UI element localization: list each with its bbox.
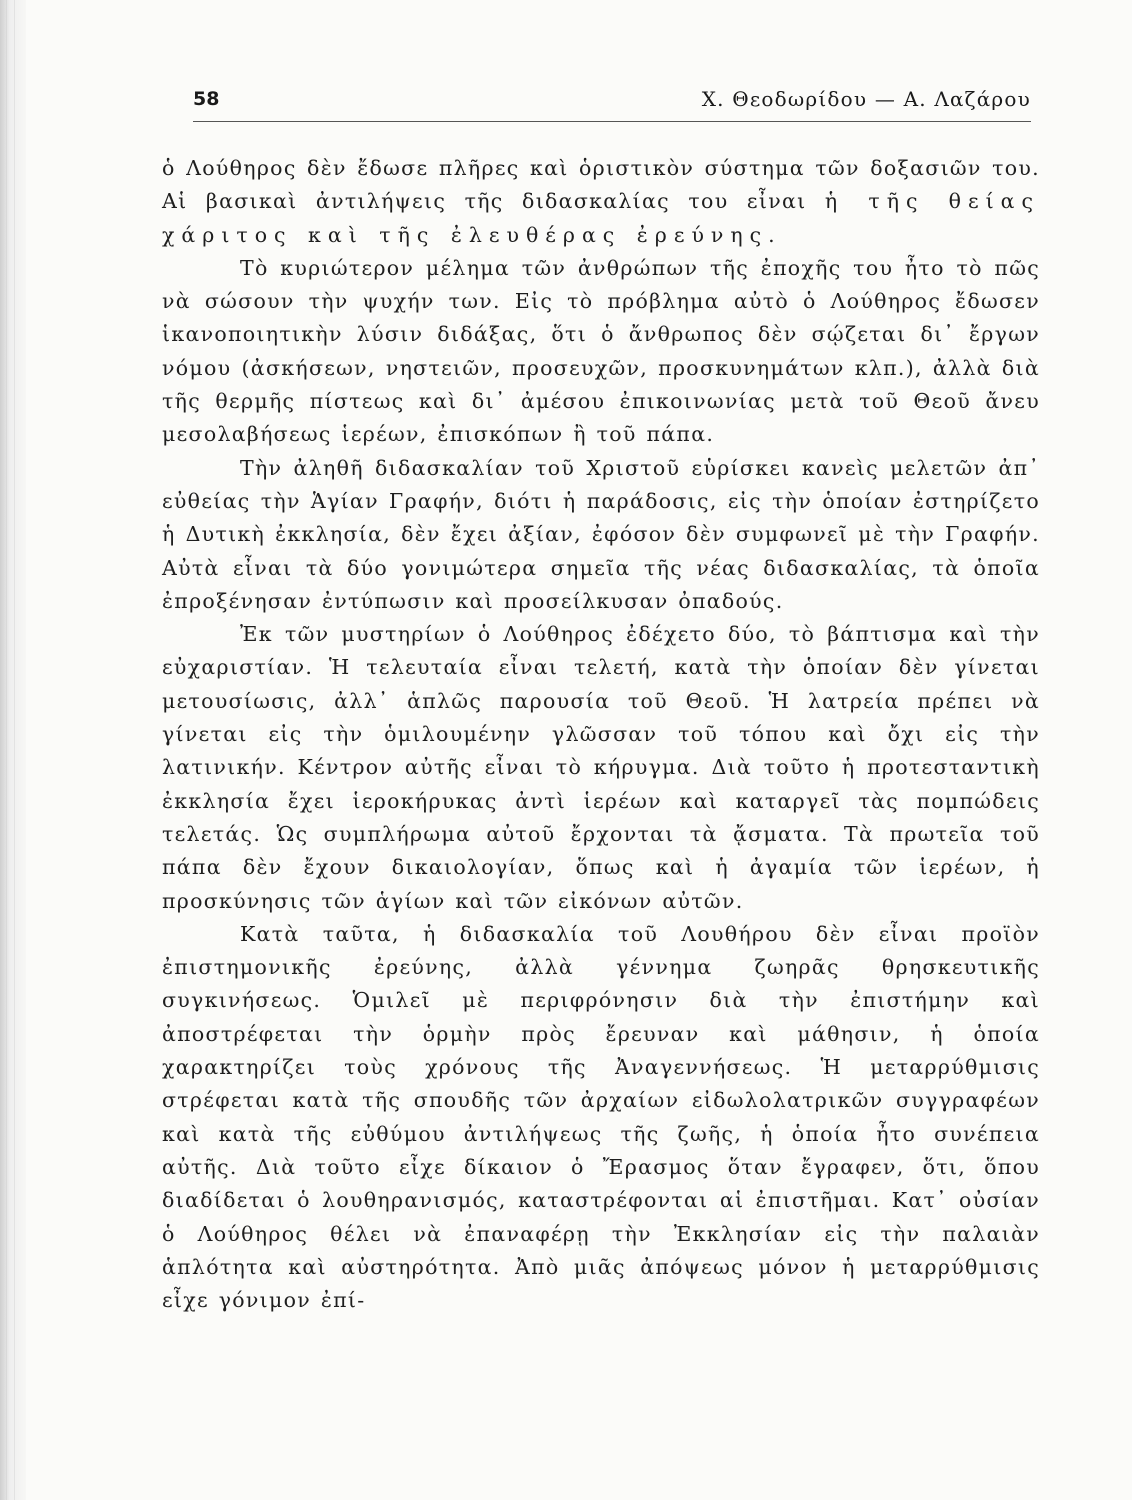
- paragraph-1-end: .: [768, 222, 776, 247]
- paragraph-4: Ἐκ τῶν μυστηρίων ὁ Λούθηρος ἐδέχετο δύο, τὸ βάπτισμα καὶ τὴν εὐχαριστίαν. Ἡ τελευταία εἶναι τελετή, κατὰ τὴν ὁποίαν δὲν γίνεται μετουσίωσις, ἀλλ᾽ ἁπλῶς παρουσία τοῦ Θεοῦ. Ἡ λατρεία πρέπει νὰ γίνεται εἰς τὴν ὁμιλουμένην γλῶσσαν τοῦ τόπου καὶ ὄχι εἰς τὴν λατινικήν. Κέντρον αὐτῆς εἶναι τὸ κήρυγμα. Διὰ τοῦτο ἡ προτεσταντικὴ ἐκκλησία ἔχει ἱεροκήρυκας ἀντὶ ἱερέων καὶ καταργεῖ τὰς πομπώδεις τελετάς. Ὡς συμπλήρωμα αὐτοῦ ἔρχονται τὰ ᾄσματα. Τὰ πρωτεῖα τοῦ πάπα δὲν ἔχουν δικαιολογίαν, ὅπως καὶ ἡ ἀγαμία τῶν ἱερέων, ἡ προσκύνησις τῶν ἁγίων καὶ τῶν εἰκόνων αὐτῶν.: [162, 622, 1040, 913]
- paragraph-3: Τὴν ἀληθῆ διδασκαλίαν τοῦ Χριστοῦ εὑρίσκει κανεὶς μελετῶν ἀπ᾽ εὐθείας τὴν Ἁγίαν Γραφήν, διότι ἡ παράδοσις, εἰς τὴν ὁποίαν ἐστηρίζετο ἡ Δυτικὴ ἐκκλησία, δὲν ἔχει ἀξίαν, ἐφόσον δὲν συμφωνεῖ μὲ τὴν Γραφήν. Αὐτὰ εἶναι τὰ δύο γονιμώτερα σημεῖα τῆς νέας διδασκαλίας, τὰ ὁποῖα ἐπροξένησαν ἐντύπωσιν καὶ προσείλκυσαν ὀπαδούς.: [162, 455, 1040, 613]
- paragraph-5: Κατὰ ταῦτα, ἡ διδασκαλία τοῦ Λουθήρου δὲν εἶναι προϊὸν ἐπιστημονικῆς ἐρεύνης, ἀλλὰ γέννημα ζωηρᾶς θρησκευτικῆς συγκινήσεως. Ὁμιλεῖ μὲ περιφρόνησιν διὰ τὴν ἐπιστήμην καὶ ἀποστρέφεται τὴν ὁρμὴν πρὸς ἔρευναν καὶ μάθησιν, ἡ ὁποία χαρακτηρίζει τοὺς χρόνους τῆς Ἀναγεννήσεως. Ἡ μεταρρύθμισις στρέφεται κατὰ τῆς σπουδῆς τῶν ἀρχαίων εἰδωλολατρικῶν συγγραφέων καὶ κατὰ τῆς εὐθύμου ἀντιλήψεως τῆς ζωῆς, ἡ ὁποία ἦτο συνέπεια αὐτῆς. Διὰ τοῦτο εἶχε δίκαιον ὁ Ἔρασμος ὅταν ἔγραφεν, ὅτι, ὅπου διαδίδεται ὁ λουθηρανισμός, καταστρέφονται αἱ ἐπιστῆμαι. Κατ᾽ οὐσίαν ὁ Λούθηρος θέλει νὰ ἐπαναφέρῃ τὴν Ἐκκλησίαν εἰς τὴν παλαιὰν ἁπλότητα καὶ αὐστηρότητα. Ἀπὸ μιᾶς ἀπόψεως μόνον ἡ μεταρρύθμισις εἶχε γόνιμον ἐπί-: [162, 921, 1040, 1313]
- page-stack-edge: [0, 0, 26, 1500]
- page-header: [193, 84, 1031, 118]
- paragraph-1: [162, 152, 1040, 252]
- page-number: 58: [193, 88, 220, 110]
- body-text: [162, 152, 1040, 1317]
- paragraph-1-text: ὁ Λούθηρος δὲν ἔδωσε πλῆρες καὶ ὁριστικὸν σύστημα τῶν δοξασιῶν του. Αἱ βασικαὶ ἀντιλήψεις τῆς διδασκαλίας του εἶναι: [162, 156, 1040, 214]
- paragraph-2: Τὸ κυριώτερον μέλημα τῶν ἀνθρώπων τῆς ἐποχῆς του ἦτο τὸ πῶς νὰ σώσουν τὴν ψυχήν των. Εἰς τὸ πρόβλημα αὐτὸ ὁ Λούθηρος ἔδωσεν ἱκανοποιητικὴν λύσιν διδάξας, ὅτι ὁ ἄνθρωπος δὲν σῴζεται δι᾽ ἔργων νόμου (ἀσκήσεων, νηστειῶν, προσευχῶν, προσκυνημάτων κλπ.), ἀλλὰ διὰ τῆς θερμῆς πίστεως καὶ δι᾽ ἀμέσου ἐπικοινωνίας μετὰ τοῦ Θεοῦ ἄνευ μεσολαβήσεως ἱερέων, ἐπισκόπων ἢ τοῦ πάπα.: [162, 255, 1040, 447]
- running-title: Χ. Θεοδωρίδου — Α. Λαζάρου: [701, 87, 1031, 111]
- header-rule: [193, 121, 1031, 122]
- paragraph-1-spaced-emphasis: ἡ τῆς θείας χάριτος καὶ τῆς ἐλευθέρας ἐρεύνης: [162, 189, 1040, 247]
